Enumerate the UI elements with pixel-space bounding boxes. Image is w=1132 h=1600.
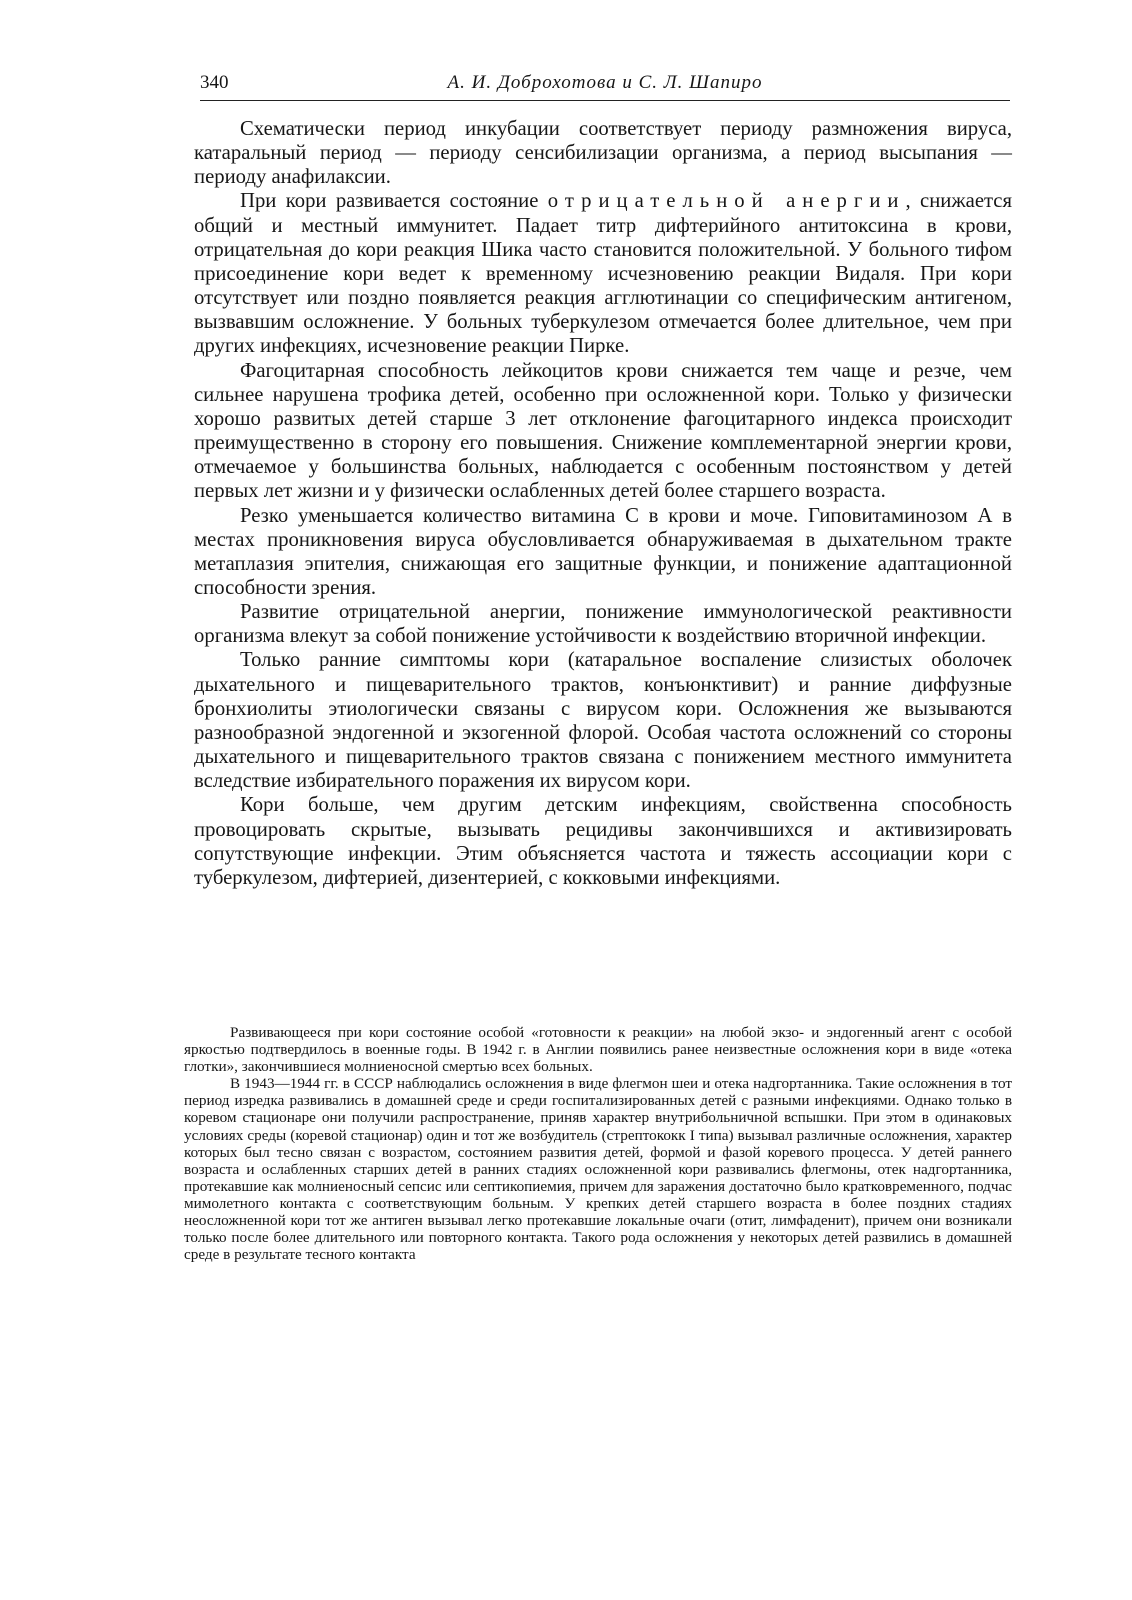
paragraph: Кори больше, чем другим детским инфекциям, свойственна способность провоцировать скрытые, вызывать рецидивы закончившихся и активизировать сопутствующие инфекции. Этим объясняется частота и тяжесть ассоциации кори с туберкулезом, дифтерией, дизентерией, с кокковыми инфекциями. [194, 794, 1012, 889]
paragraph-lead: При кори развивается состояние [240, 190, 548, 213]
page-number: 340 [200, 72, 229, 93]
small-print-paragraph: Развивающееся при кори состояние особой «готовности к реакции» на любой экзо- и эндогенный агент с особой яркостью подтвердилось в военные годы. В 1942 г. в Англии появились ранее неизвестные осложнения кори в виде «отека глотки», закончившиеся молниеносной смертью всех больных. [184, 1024, 1012, 1076]
running-head: А. И. Доброхотова и С. Л. Шапиро [447, 72, 763, 93]
page-header [200, 70, 1010, 101]
paragraph: Резко уменьшается количество витамина С в крови и моче. Гиповитаминозом А в местах проникновения вируса обусловливается обнаруживаемая в дыхательном тракте метаплазия эпителия, снижающая его защитные функции, и понижение адаптационной способности зрения. [194, 504, 1012, 599]
spaced-term: отрицательной анергии [547, 190, 906, 213]
small-print-paragraph: В 1943—1944 гг. в СССР наблюдались осложнения в виде флегмон шеи и отека надгортанника. Такие осложнения в тот период изредка развивались в домашней среде и среди госпитализированных детей с разными инфекциями. Однако только в коревом стационаре они получили распространение, приняв характер внутрибольничной вспышки. При этом в одинаковых условиях среды (коревой стационар) один и тот же возбудитель (стрептококк I типа) вызывал различные осложнения, характер которых был тесно связан с возрастом, состоянием развития детей, формой и фазой коревого процесса. У детей раннего возраста и ослабленных старших детей в ранних стадиях осложненной кори развивались флегмоны, отек надгортанника, протекавшие как молниеносный сепсис или септикопиемия, причем для заражения достаточно было кратковременного, подчас мимолетного контакта с соответствующим больным. У крепких детей старшего возраста в более поздних стадиях неосложненной кори тот же антиген вызывал легко протекавшие локальные очаги (отит, лимфаденит), причем они возникали только после более длительного или повторного контакта. Такого рода осложнения у некоторых детей развились в домашней среде в результате тесного контакта [184, 1075, 1012, 1264]
paragraph-rest: , снижается общий и местный иммунитет. Падает титр дифтерийного антитоксина в крови, отрицательная до кори реакция Шика часто становится положительной. У больного тифом присоединение кори ведет к временному исчезновению реакции Видаля. При кори отсутствует или поздно появляется реакция агглютинации со специфическим антигеном, вызвавшим осложнение. У больных туберкулезом отмечается более длительное, чем при других инфекциях, исчезновение реакции Пирке. [194, 190, 1012, 358]
paragraph [194, 189, 1012, 358]
main-text [194, 117, 1012, 890]
paragraph: Схематически период инкубации соответствует периоду размножения вируса, катаральный период — периоду сенсибилизации организма, а период высыпания — периоду анафилаксии. [194, 118, 1012, 189]
paragraph: Фагоцитарная способность лейкоцитов крови снижается тем чаще и резче, чем сильнее нарушена трофика детей, особенно при осложненной кори. Только у физически хорошо развитых детей старше 3 лет отклонение фагоцитарного индекса происходит преимущественно в сторону его повышения. Снижение комплементарной энергии крови, отмечаемое у большинства больных, наблюдается с особенным постоянством у детей первых лет жизни и у физически ослабленных детей более старшего возраста. [194, 359, 1012, 503]
paragraph: Развитие отрицательной анергии, понижение иммунологической реактивности организма влекут за собой понижение устойчивости к воздействию вторичной инфекции. [194, 601, 1012, 648]
small-print-block [184, 1024, 1012, 1263]
paragraph: Только ранние симптомы кори (катаральное воспаление слизистых оболочек дыхательного и пищеварительного трактов, конъюнктивит) и ранние диффузные бронхиолиты этиологически связаны с вирусом кори. Осложнения же вызываются разнообразной эндогенной и экзогенной флорой. Особая частота осложнений со стороны дыхательного и пищеварительного трактов связана с понижением местного иммунитета вследствие избирательного поражения их вирусом кори. [194, 649, 1012, 793]
